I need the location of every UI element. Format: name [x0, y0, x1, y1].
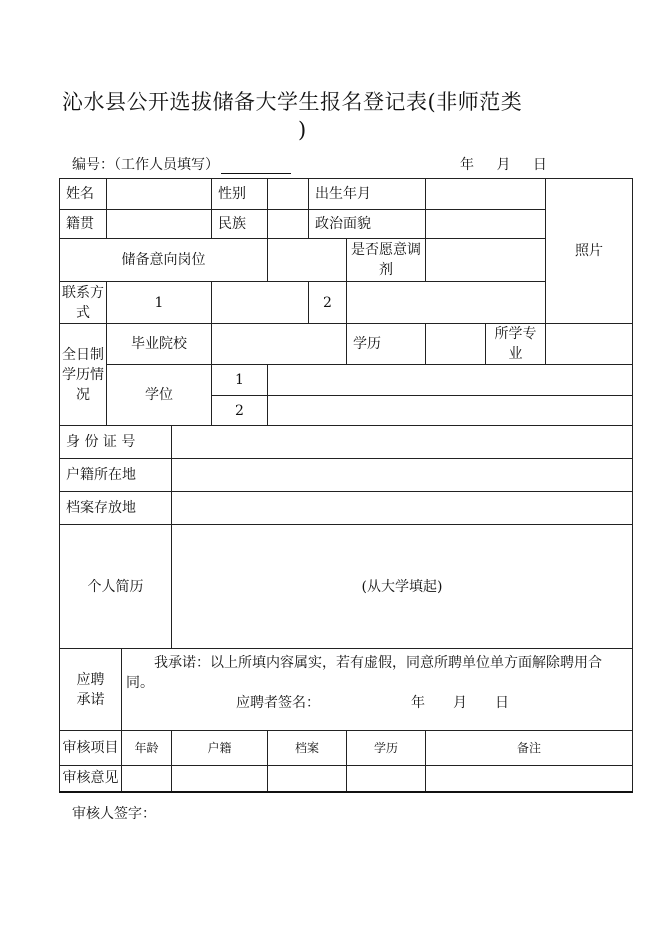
review-education: 学历: [347, 731, 426, 766]
pledge-text: 我承诺：以上所填内容属实，若有虚假，同意所聘单位单方面解除聘用合同。: [126, 655, 602, 691]
serial-number-blank[interactable]: [221, 159, 291, 174]
hukou-label: 户籍所在地: [60, 459, 172, 492]
adjust-label: 是否愿意调剂: [347, 239, 426, 282]
gender-field[interactable]: [268, 179, 309, 210]
political-field[interactable]: [426, 210, 546, 239]
origin-label: 籍贯: [60, 210, 107, 239]
contact-field-1[interactable]: [212, 282, 309, 324]
name-field[interactable]: [107, 179, 212, 210]
review-remarks: 备注: [426, 731, 633, 766]
degree-num2: 2: [212, 396, 268, 426]
degree-field-2[interactable]: [268, 396, 633, 426]
major-label: 所学专业: [486, 324, 546, 365]
contact-num1: 1: [107, 282, 212, 324]
education-field[interactable]: [426, 324, 486, 365]
political-label: 政治面貌: [309, 210, 426, 239]
education-section-label: 全日制学历情况: [60, 324, 107, 426]
id-number-field[interactable]: [172, 426, 633, 459]
review-opinion-label: 审核意见: [60, 766, 122, 792]
header-date: 年 月 日: [460, 157, 547, 173]
hukou-field[interactable]: [172, 459, 633, 492]
contact-label: 联系方式: [60, 282, 107, 324]
birth-label: 出生年月: [309, 179, 426, 210]
intended-post-field[interactable]: [268, 239, 347, 282]
ethnicity-field[interactable]: [268, 210, 309, 239]
review-age: 年龄: [122, 731, 172, 766]
adjust-field[interactable]: [426, 239, 546, 282]
review-archive-field[interactable]: [268, 766, 347, 792]
pledge-signature: 应聘者签名： 年 月 日: [236, 695, 509, 711]
form-title-line2: ): [298, 118, 307, 142]
review-items-label: 审核项目: [60, 731, 122, 766]
origin-field[interactable]: [107, 210, 212, 239]
review-hukou-field[interactable]: [172, 766, 268, 792]
birth-field[interactable]: [426, 179, 546, 210]
form-title-line1: 沁水县公开选拔储备大学生报名登记表(非师范类: [62, 90, 523, 114]
serial-number-text: 编号：（工作人员填写）: [72, 157, 219, 173]
school-field[interactable]: [212, 324, 347, 365]
resume-field[interactable]: (从大学填起): [172, 525, 633, 649]
review-education-field[interactable]: [347, 766, 426, 792]
review-hukou: 户籍: [172, 731, 268, 766]
pledge-label: 应聘承诺: [60, 649, 122, 731]
registration-table: [59, 178, 633, 793]
major-field[interactable]: [546, 324, 633, 365]
photo-cell[interactable]: 照片: [546, 179, 633, 324]
id-number-label: 身 份 证 号: [60, 426, 172, 459]
review-remarks-field[interactable]: [426, 766, 633, 792]
education-label: 学历: [347, 324, 426, 365]
contact-num2: 2: [309, 282, 347, 324]
serial-number-label: [72, 154, 291, 174]
intended-post-label: 储备意向岗位: [60, 239, 268, 282]
name-label: 姓名: [60, 179, 107, 210]
archive-label: 档案存放地: [60, 492, 172, 525]
form-title: [62, 88, 562, 144]
reviewer-signature-label: 审核人签字：: [72, 806, 156, 822]
review-age-field[interactable]: [122, 766, 172, 792]
archive-field[interactable]: [172, 492, 633, 525]
school-label: 毕业院校: [107, 324, 212, 365]
ethnicity-label: 民族: [212, 210, 268, 239]
pledge-content: [122, 649, 633, 731]
degree-num1: 1: [212, 365, 268, 396]
contact-field-2[interactable]: [347, 282, 546, 324]
degree-label: 学位: [107, 365, 212, 426]
gender-label: 性别: [212, 179, 268, 210]
review-archive: 档案: [268, 731, 347, 766]
degree-field-1[interactable]: [268, 365, 633, 396]
resume-label: 个人简历: [60, 525, 172, 649]
